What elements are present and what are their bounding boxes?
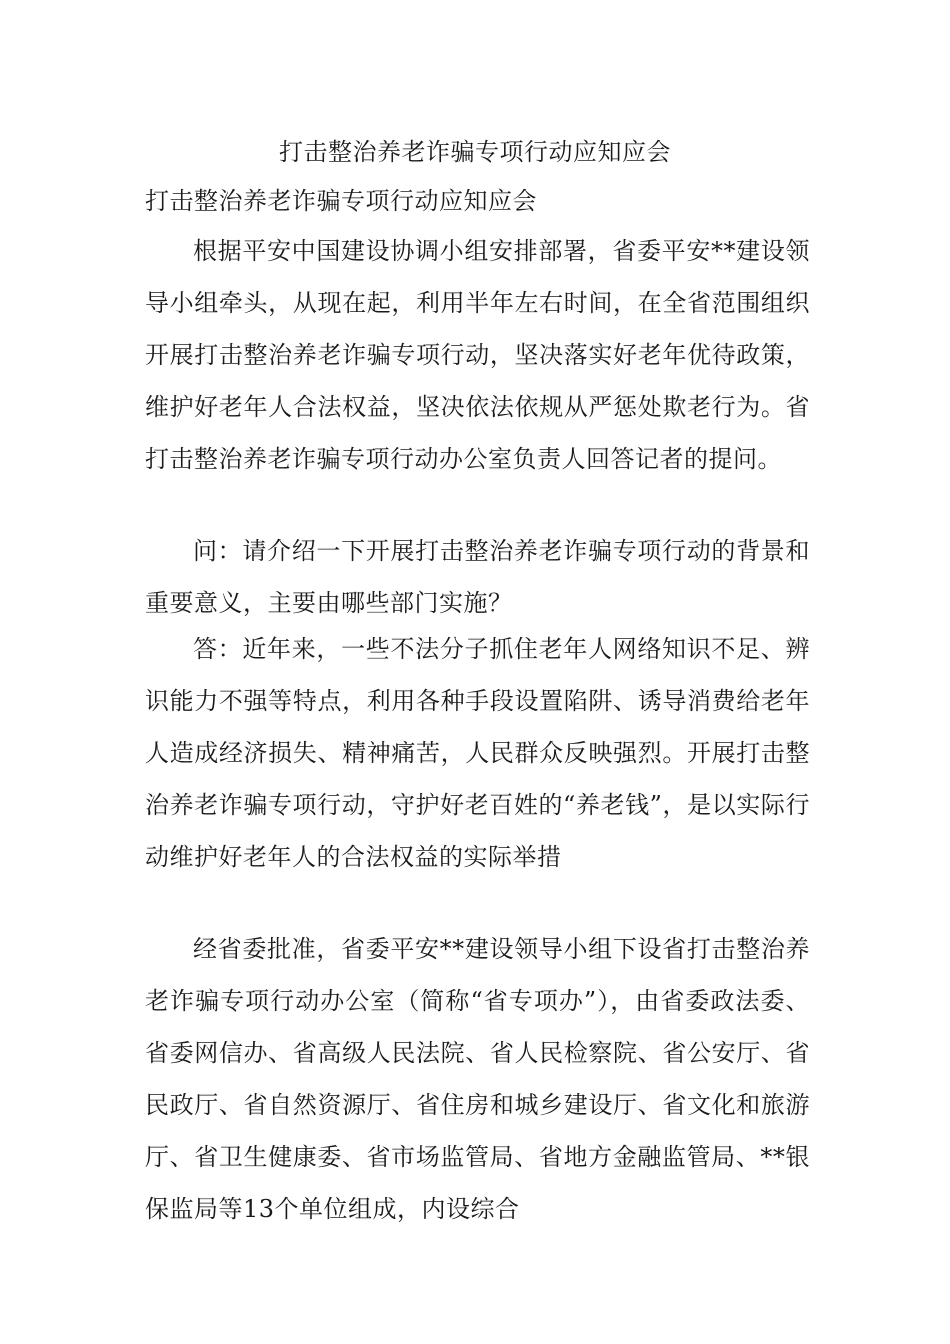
- paragraph-office: [145, 923, 810, 1235]
- paragraph-text: 答：近年来，一些不法分子抓住老年人网络知识不足、辨识能力不强等特点，利用各种手段设置陷阱、诱导消费给老年人造成经济损失、精神痛苦，人民群众反映强烈。开展打击整治养老诈骗专项行动，守护好老百姓的“养老钱”，是以实际行动维护好老年人的合法权益的实际举措: [145, 635, 810, 871]
- document-subtitle: 打击整治养老诈骗专项行动应知应会: [145, 187, 537, 215]
- paragraph-question: [145, 525, 810, 629]
- paragraph-text: 根据平安中国建设协调小组安排部署，省委平安**建设领导小组牵头，从现在起，利用半年左右时间，在全省范围组织开展打击整治养老诈骗专项行动，坚决落实好老年优待政策，维护好老年人合法权益，坚决依法依规从严惩处欺老行为。省打击整治养老诈骗专项行动办公室负责人回答记者的提问。: [145, 237, 810, 473]
- paragraph-text: 问：请介绍一下开展打击整治养老诈骗专项行动的背景和重要意义，主要由哪些部门实施？: [145, 537, 810, 617]
- document-title: 打击整治养老诈骗专项行动应知应会: [279, 138, 671, 166]
- paragraph-answer: [145, 623, 810, 883]
- paragraph-intro: [145, 225, 810, 485]
- paragraph-text: 经省委批准，省委平安**建设领导小组下设省打击整治养老诈骗专项行动办公室（简称“省专项办”），由省委政法委、省委网信办、省高级人民法院、省人民检察院、省公安厅、省民政厅、省自然资源厅、省住房和城乡建设厅、省文化和旅游厅、省卫生健康委、省市场监管局、省地方金融监管局、**银保监局等13个单位组成，内设综合: [145, 935, 810, 1223]
